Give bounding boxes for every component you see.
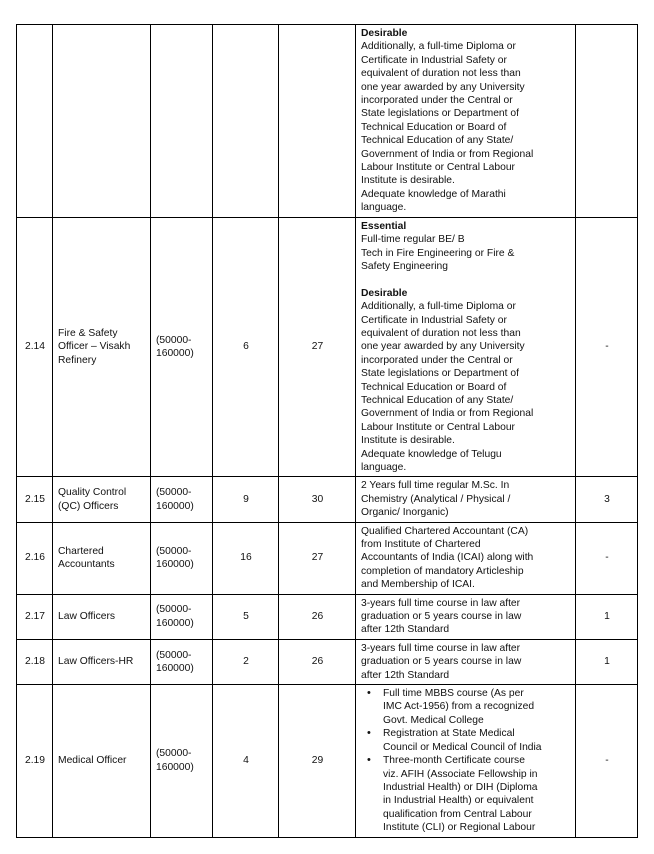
text-line: State legislations or Department of — [361, 108, 519, 120]
table-row — [17, 477, 638, 522]
cell-post: Law Officers — [53, 594, 151, 639]
cell-vacancies: 2 — [213, 639, 279, 684]
cell-vacancies: 6 — [213, 217, 279, 477]
table-row — [17, 639, 638, 684]
text-line: after 12th Standard — [361, 624, 450, 636]
cell-qualification — [356, 217, 576, 477]
cell-pay-scale: (50000-160000) — [151, 477, 213, 522]
desirable-lines — [361, 40, 571, 214]
list-item — [383, 754, 571, 834]
text-line: Institute (CLI) or Regional Labour — [383, 822, 536, 834]
cell-experience: 1 — [576, 594, 638, 639]
cell-age — [279, 25, 356, 218]
cell-experience: - — [576, 217, 638, 477]
paragraph-spacer — [361, 273, 571, 286]
text-line: equivalent of duration not less than — [361, 68, 521, 80]
text-line: Labour Institute or Central Labour — [361, 421, 515, 433]
cell-sr-no: 2.17 — [17, 594, 53, 639]
text-line: one year awarded by any University — [361, 341, 525, 353]
cell-qualification — [356, 477, 576, 522]
text-line: Full-time regular BE/ B — [361, 234, 465, 246]
text-line: after 12th Standard — [361, 669, 450, 681]
text-line: Adequate knowledge of Telugu — [361, 448, 502, 460]
cell-age: 26 — [279, 594, 356, 639]
text-line: from Institute of Chartered — [361, 539, 481, 551]
text-line: Qualified Chartered Accountant (CA) — [361, 525, 529, 537]
desirable-heading: Desirable — [361, 28, 408, 39]
text-line: 3-years full time course in law after — [361, 597, 521, 609]
text-line: Council or Medical Council of India — [383, 741, 542, 753]
text-line: Tech in Fire Engineering or Fire & — [361, 247, 515, 259]
text-line: IMC Act-1956) from a recognized — [383, 701, 535, 713]
cell-pay-scale — [151, 25, 213, 218]
cell-age: 27 — [279, 522, 356, 594]
cell-post — [53, 25, 151, 218]
essential-heading: Essential — [361, 220, 407, 232]
text-line: Chemistry (Analytical / Physical / — [361, 493, 511, 505]
qualification-lines — [361, 525, 571, 592]
text-line: graduation or 5 years course in law — [361, 611, 522, 623]
essential-lines — [361, 233, 571, 273]
text-line: State legislations or Department of — [361, 368, 519, 380]
text-line: Institute is desirable. — [361, 175, 455, 187]
text-line: • Full time MBBS course (As per — [383, 688, 524, 700]
text-line: one year awarded by any University — [361, 81, 525, 93]
cell-pay-scale: (50000-160000) — [151, 594, 213, 639]
cell-pay-scale: (50000-160000) — [151, 522, 213, 594]
cell-sr-no: 2.14 — [17, 217, 53, 477]
text-line: Certificate in Industrial Safety or — [361, 314, 507, 326]
cell-qualification — [356, 594, 576, 639]
cell-vacancies — [213, 25, 279, 218]
cell-qualification — [356, 25, 576, 218]
cell-age: 26 — [279, 639, 356, 684]
cell-qualification — [356, 639, 576, 684]
cell-vacancies: 5 — [213, 594, 279, 639]
cell-experience — [576, 25, 638, 218]
cell-vacancies: 4 — [213, 685, 279, 837]
cell-experience: 3 — [576, 477, 638, 522]
qualification-bullet-list — [361, 687, 571, 834]
cell-pay-scale: (50000-160000) — [151, 639, 213, 684]
text-line: • Registration at State Medical — [383, 728, 515, 740]
table-row — [17, 217, 638, 477]
text-line: language. — [361, 202, 407, 214]
text-line: Technical Education of any State/ — [361, 135, 514, 147]
cell-age: 27 — [279, 217, 356, 477]
text-line: Accountants of India (ICAI) along with — [361, 552, 534, 564]
table-row — [17, 594, 638, 639]
text-line: language. — [361, 461, 407, 473]
text-line: Certificate in Industrial Safety or — [361, 54, 507, 66]
cell-sr-no: 2.19 — [17, 685, 53, 837]
text-line: Additionally, a full-time Diploma or — [361, 41, 516, 53]
text-line: incorporated under the Central or — [361, 354, 513, 366]
qualification-lines — [361, 642, 571, 682]
text-line: qualification from Central Labour — [383, 808, 532, 820]
text-line: Institute is desirable. — [361, 435, 455, 447]
desirable-lines — [361, 300, 571, 474]
text-line: Labour Institute or Central Labour — [361, 162, 515, 174]
text-line: Government of India or from Regional — [361, 148, 534, 160]
text-line: • Three-month Certificate course — [383, 755, 525, 767]
text-line: Technical Education or Board of — [361, 121, 507, 133]
cell-post: Chartered Accountants — [53, 522, 151, 594]
text-line: incorporated under the Central or — [361, 95, 513, 107]
cell-experience: - — [576, 522, 638, 594]
cell-sr-no: 2.18 — [17, 639, 53, 684]
text-line: Technical Education of any State/ — [361, 394, 514, 406]
cell-post: Law Officers-HR — [53, 639, 151, 684]
cell-experience: - — [576, 685, 638, 837]
text-line: equivalent of duration not less than — [361, 327, 521, 339]
cell-post: Medical Officer — [53, 685, 151, 837]
table-row — [17, 522, 638, 594]
text-line: 3-years full time course in law after — [361, 642, 521, 654]
qualification-table — [16, 24, 638, 838]
cell-sr-no: 2.16 — [17, 522, 53, 594]
cell-age: 29 — [279, 685, 356, 837]
cell-pay-scale: (50000-160000) — [151, 217, 213, 477]
text-line: graduation or 5 years course in law — [361, 656, 522, 668]
table-row — [17, 685, 638, 837]
text-line: Industrial Health) or DIH (Diploma — [383, 781, 538, 793]
cell-age: 30 — [279, 477, 356, 522]
cell-experience: 1 — [576, 639, 638, 684]
text-line: Adequate knowledge of Marathi — [361, 188, 506, 200]
text-line: Organic/ Inorganic) — [361, 507, 449, 519]
text-line: viz. AFIH (Associate Fellowship in — [383, 768, 538, 780]
text-line: Technical Education or Board of — [361, 381, 507, 393]
text-line: Govt. Medical College — [383, 714, 484, 726]
cell-pay-scale: (50000-160000) — [151, 685, 213, 837]
text-line: Additionally, a full-time Diploma or — [361, 301, 516, 313]
cell-vacancies: 9 — [213, 477, 279, 522]
cell-sr-no — [17, 25, 53, 218]
list-item — [383, 727, 571, 754]
qualification-lines — [361, 597, 571, 637]
list-item — [383, 687, 571, 727]
cell-qualification — [356, 685, 576, 837]
cell-sr-no: 2.15 — [17, 477, 53, 522]
desirable-heading: Desirable — [361, 287, 408, 299]
cell-qualification — [356, 522, 576, 594]
text-line: 2 Years full time regular M.Sc. In — [361, 480, 510, 492]
text-line: in Industrial Health) or equivalent — [383, 795, 534, 807]
table-row — [17, 25, 638, 218]
cell-post: Fire & Safety Officer – Visakh Refinery — [53, 217, 151, 477]
text-line: completion of mandatory Articleship — [361, 565, 524, 577]
cell-post: Quality Control (QC) Officers — [53, 477, 151, 522]
cell-vacancies: 16 — [213, 522, 279, 594]
text-line: Safety Engineering — [361, 260, 449, 272]
qualification-lines — [361, 479, 571, 519]
text-line: and Membership of ICAI. — [361, 579, 475, 591]
text-line: Government of India or from Regional — [361, 408, 534, 420]
